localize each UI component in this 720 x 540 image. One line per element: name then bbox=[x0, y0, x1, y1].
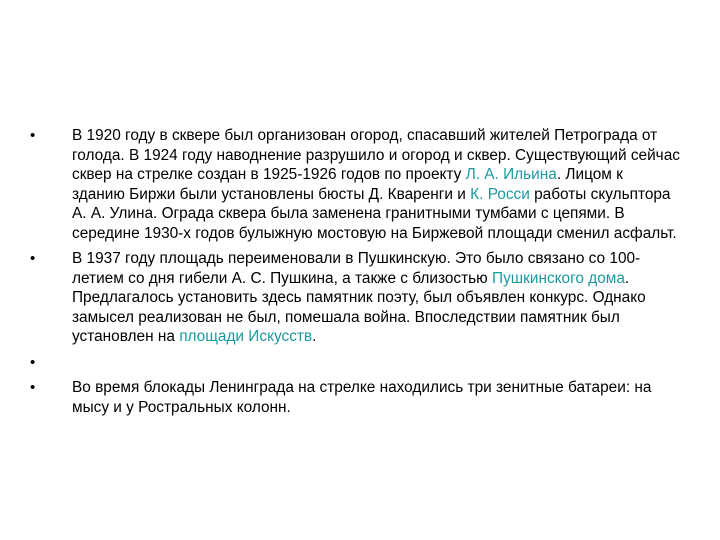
bullet-text bbox=[72, 127, 680, 242]
text-segment: В 1937 году площадь переименовали в Пушкинскую. Это было связано со 100-летием со дня гибели А. С. Пушкина, а также с близостью bbox=[72, 250, 641, 287]
text-segment: . Лицом к зданию Биржи были установлены бюсты Д. Кваренги и bbox=[72, 166, 623, 203]
link-pushkin-house[interactable]: Пушкинского дома bbox=[492, 269, 625, 287]
link-ilyin[interactable]: Л. А. Ильина bbox=[465, 166, 557, 183]
text-segment: В 1920 году в сквере был организован огород, спасавший жителей Петрограда от голода. В 1924 году наводнение разрушило и огород и сквер. Существующий сейчас сквер на стрелке создан в 1925-1926 годов по проекту bbox=[72, 127, 680, 183]
bullet-item bbox=[30, 378, 680, 417]
link-rossi[interactable]: К. Росси bbox=[470, 185, 530, 203]
bullet-icon: • bbox=[30, 379, 36, 396]
bullet-text: Во время блокады Ленинграда на стрелке находились три зенитные батареи: на мысу и у Ростральных колонн. bbox=[72, 379, 652, 416]
bullet-item bbox=[30, 126, 680, 243]
text-segment: работы скульптора А. А. Улина. Ограда сквера была заменена гранитными тумбами с цепями. В середине 1930-х годов булыжную мостовую на Биржевой площади сменил асфальт. bbox=[72, 185, 677, 242]
bullet-icon: • bbox=[30, 250, 36, 267]
bullet-list bbox=[30, 126, 680, 423]
bullet-item bbox=[30, 249, 680, 347]
link-arts-square[interactable]: площади Искусств bbox=[179, 328, 313, 345]
text-segment: . Предлагалось установить здесь памятник поэту, был объявлен конкурс. Однако замысел реализован не был, помешала война. Впоследствии памятник был установлен на bbox=[72, 269, 646, 345]
bullet-icon: • bbox=[30, 353, 36, 371]
bullet-item-empty bbox=[30, 353, 680, 373]
bullet-icon: • bbox=[30, 127, 36, 144]
bullet-text bbox=[72, 250, 646, 345]
text-segment: . bbox=[312, 328, 317, 345]
